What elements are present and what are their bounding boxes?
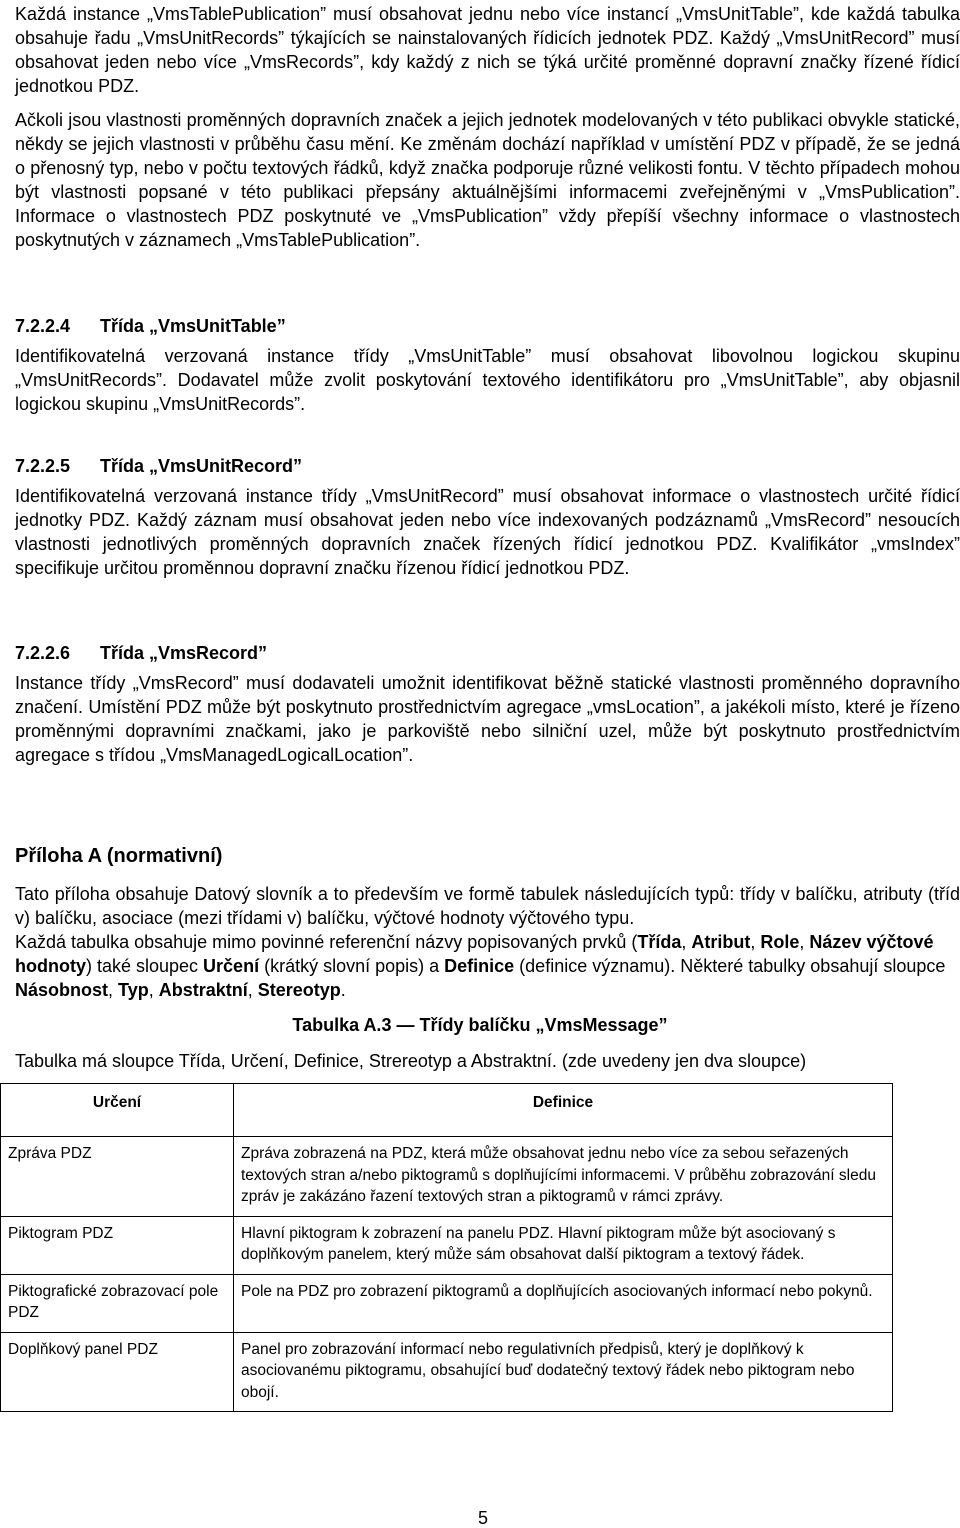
definitions-table bbox=[0, 1083, 893, 1412]
page-number: 5 bbox=[478, 1508, 489, 1528]
section-heading-vmsrecord bbox=[15, 641, 267, 665]
section-title: Třída „VmsUnitRecord” bbox=[100, 456, 303, 476]
section-heading-vmsunitrecord bbox=[15, 454, 302, 478]
section-number: 7.2.2.5 bbox=[15, 456, 71, 476]
table-row bbox=[1, 1274, 893, 1332]
section-text-vmsunittable: Identifikovatelná verzovaná instance třídy „VmsUnitTable” musí obsahovat libovolnou logickou skupinu „VmsUnitRecords”. Dodavatel může zvolit poskytování textového identifikátoru pro „VmsUnitTable”, aby objasnil logickou skupinu „VmsUnitRecords”. bbox=[15, 346, 960, 414]
intro-paragraph-1: Každá instance „VmsTablePublication” musí obsahovat jednu nebo více instancí „VmsUnitTable”, kde každá tabulka obsahuje řadu „VmsUnitRecords” týkajících se nainstalovaných řídicích jednotek PDZ. Každý „VmsUnitRecord” musí obsahovat jeden nebo více „VmsRecords”, kdy každý z nich se týká určité proměnné dopravní značky řízené řídicí jednotkou PDZ. bbox=[15, 4, 960, 96]
section-heading-vmsunittable bbox=[15, 314, 286, 338]
section-number: 7.2.2.6 bbox=[15, 643, 71, 663]
table-row bbox=[1, 1332, 893, 1412]
cell-definice: Hlavní piktogram k zobrazení na panelu PDZ. Hlavní piktogram může být asociovaný s doplňkovým panelem, který může sám obsahovat další piktogram a textový řádek. bbox=[234, 1216, 893, 1274]
annex-heading: Příloha A (normativní) bbox=[15, 845, 223, 867]
intro-paragraph-2: Ačkoli jsou vlastnosti proměnných dopravních značek a jejich jednotek modelovaných v této publikaci obvykle statické, někdy se jejich vlastnosti v průběhu času mění. Ke změnám dochází například v umístění PDZ v případě, že se jedná o přenosný typ, nebo v počtu textových řádků, když značka podporuje různé velikosti fontu. V těchto případech mohou být vlastnosti popsané v této publikaci přepsány aktuálnějšími informacemi zveřejněnými v „VmsPublication”. Informace o vlastnostech PDZ poskytnuté ve „VmsPublication” vždy přepíší všechny informace o vlastnostech poskytnutých v záznamech „VmsTablePublication”. bbox=[15, 110, 960, 250]
cell-urceni: Doplňkový panel PDZ bbox=[1, 1332, 234, 1412]
section-title: Třída „VmsUnitTable” bbox=[100, 316, 286, 336]
header-urceni: Určení bbox=[1, 1084, 234, 1137]
table-note: Tabulka má sloupce Třída, Určení, Definice, Strereotyp a Abstraktní. (zde uvedeny jen dva sloupce) bbox=[15, 1051, 807, 1071]
section-number: 7.2.2.4 bbox=[15, 316, 71, 336]
section-text-vmsunitrecord: Identifikovatelná verzovaná instance třídy „VmsUnitRecord” musí obsahovat informace o vlastnostech určité řídicí jednotky PDZ. Každý záznam musí obsahovat jeden nebo více indexovaných podzáznamů „VmsRecord” nesoucích vlastnosti jednotlivých proměnných dopravních značek řízených řídicí jednotkou PDZ. Kvalifikátor „vmsIndex” specifikuje určitou proměnnou dopravní značku řízenou řídicí jednotkou PDZ. bbox=[15, 486, 960, 578]
cell-urceni: Zpráva PDZ bbox=[1, 1137, 234, 1217]
section-title: Třída „VmsRecord” bbox=[100, 643, 268, 663]
cell-definice: Panel pro zobrazování informací nebo regulativních předpisů, který je doplňkový k asociovanému piktogramu, obsahující buď dodatečný textový řádek nebo piktogram nebo obojí. bbox=[234, 1332, 893, 1412]
header-definice: Definice bbox=[234, 1084, 893, 1137]
cell-definice: Pole na PDZ pro zobrazení piktogramů a doplňujících asociovaných informací nebo pokynů. bbox=[234, 1274, 893, 1332]
table-caption: Tabulka A.3 — Třídy balíčku „VmsMessage” bbox=[292, 1015, 668, 1035]
table-row bbox=[1, 1137, 893, 1217]
cell-definice: Zpráva zobrazená na PDZ, která může obsahovat jednu nebo více za sebou seřazených textových stran a/nebo piktogramů s doplňujícími informacemi. V průběhu zobrazování sledu zpráv je zakázáno řazení textových stran a piktogramů v rámci zprávy. bbox=[234, 1137, 893, 1217]
annex-paragraph-2: Každá tabulka obsahuje mimo povinné referenční názvy popisovaných prvků (Třída, Atribut, Role, Název výčtové hodnoty) také sloupec Určení (krátký slovní popis) a Definice (definice významu). Některé tabulky obsahují sloupce Násobnost, Typ, Abstraktní, Stereotyp. bbox=[15, 932, 946, 1000]
cell-urceni: Piktografické zobrazovací pole PDZ bbox=[1, 1274, 234, 1332]
cell-urceni: Piktogram PDZ bbox=[1, 1216, 234, 1274]
section-text-vmsrecord: Instance třídy „VmsRecord” musí dodavateli umožnit identifikovat běžně statické vlastnosti proměnného dopravního značení. Umístění PDZ může být poskytnuto prostřednictvím agregace „vmsLocation”, a jakékoli místo, které je řízeno proměnnými dopravními značkami, jako je parkoviště nebo silniční uzel, může být poskytnuto prostřednictvím agregace s třídou „VmsManagedLogicalLocation”. bbox=[15, 673, 960, 765]
annex-paragraph-1: Tato příloha obsahuje Datový slovník a to především ve formě tabulek následujících typů: třídy v balíčku, atributy (tříd v) balíčku, asociace (mezi třídami v) balíčku, výčtové hodnoty výčtového typu. bbox=[15, 884, 960, 928]
table-row bbox=[1, 1216, 893, 1274]
table-header-row bbox=[1, 1084, 893, 1137]
